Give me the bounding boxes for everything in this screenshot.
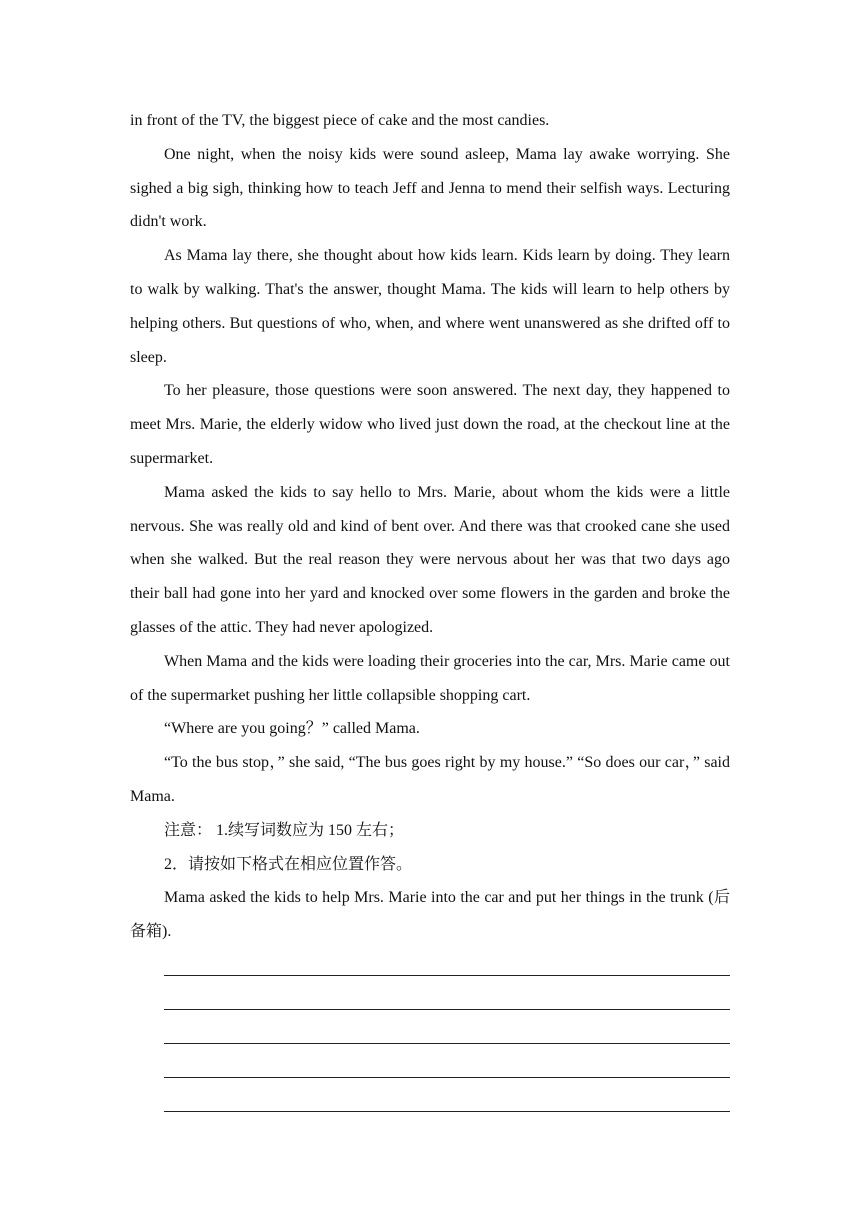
document-page [130,104,730,1119]
answer-line[interactable] [164,983,730,1017]
continuation-prompt: Mama asked the kids to help Mrs. Marie into the car and put her things in the trunk (后备箱). [130,889,731,941]
answer-line[interactable] [164,949,730,983]
paragraph-8: “To the bus stop，” she said, “The bus goes right by my house.” “So does our car，” said Mama. [130,754,730,805]
note-word-count: 注意： 1.续写词数应为 150 左右； [164,821,405,839]
paragraph-7: “Where are you going？” called Mama. [164,720,420,738]
answer-line[interactable] [164,1051,730,1085]
answer-lines [164,949,730,1119]
note-format: 2．请按如下格式在相应位置作答。 [164,855,413,873]
answer-line[interactable] [164,1085,730,1119]
answer-line[interactable] [164,1017,730,1051]
paragraph-5: Mama asked the kids to say hello to Mrs. Marie, about whom the kids were a little nervous. She was really old and kind of bent over. And there was that crooked cane she used when she walked. But the real reason they were nervous about her was that two days ago their ball had gone into her yard and knocked over some flowers in the garden and broke the glasses of the attic. They had never apologized. [130,483,730,636]
paragraph-3: As Mama lay there, she thought about how kids learn. Kids learn by doing. They learn to walk by walking. That's the answer, thought Mama. The kids will learn to help others by helping others. But questions of who, when, and where went unanswered as she drifted off to sleep. [130,247,730,366]
paragraph-6: When Mama and the kids were loading their groceries into the car, Mrs. Marie came out of the supermarket pushing her little collapsible shopping cart. [130,652,730,704]
paragraph-4: To her pleasure, those questions were soon answered. The next day, they happened to meet Mrs. Marie, the elderly widow who lived just down the road, at the checkout line at the supermarket. [130,382,730,467]
paragraph-1: in front of the TV, the biggest piece of cake and the most candies. [130,112,550,129]
paragraph-2: One night, when the noisy kids were sound asleep, Mama lay awake worrying. She sighed a big sigh, thinking how to teach Jeff and Jenna to mend their selfish ways. Lecturing didn't work. [130,145,730,231]
